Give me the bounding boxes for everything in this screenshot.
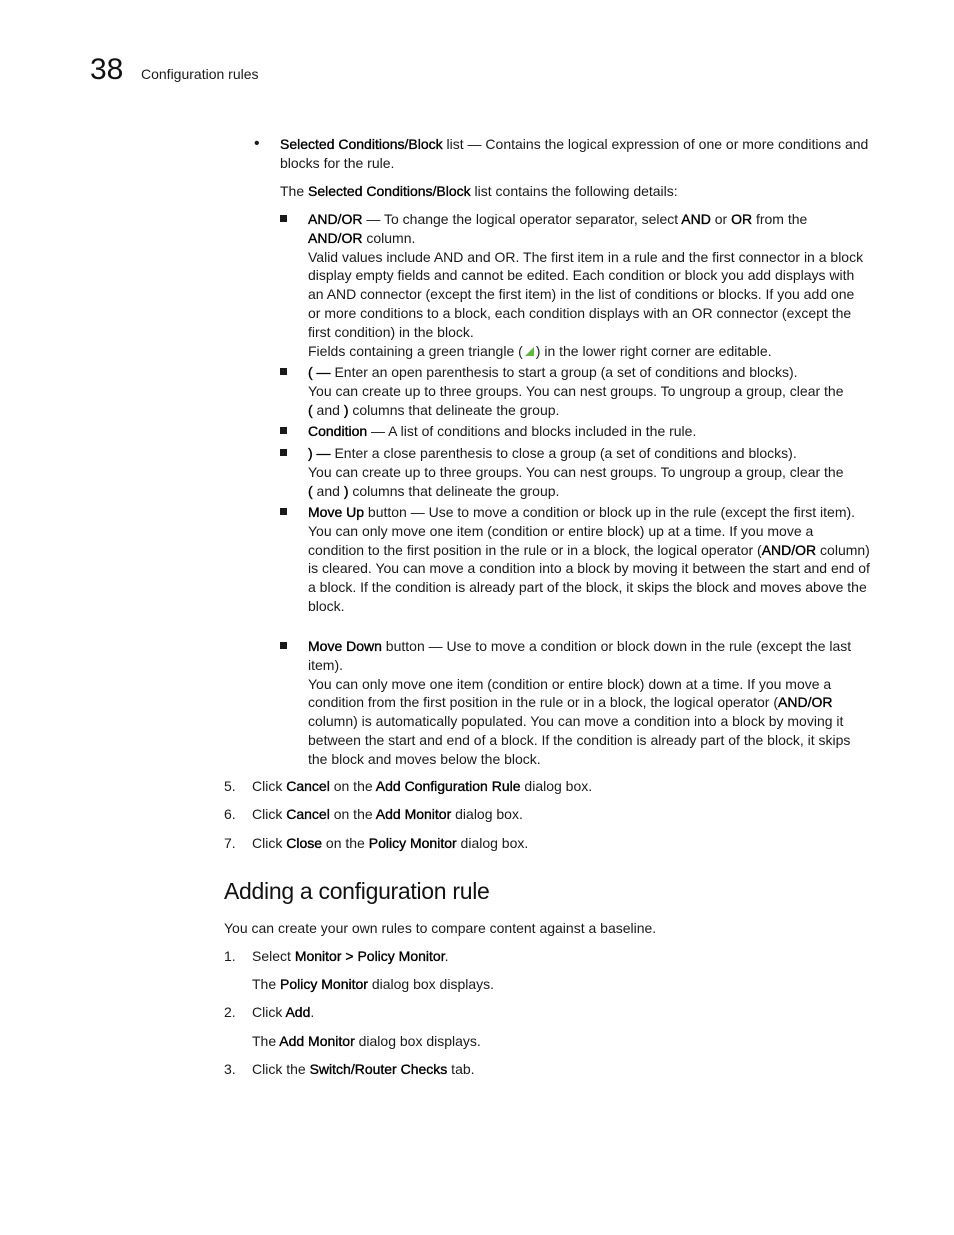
moveup-body-a: You can only move one item (condition or entire block) up at a time. If you move a condition to the first position in the rule or in a block, the logical operator ( [308,522,814,558]
green-triangle-icon [525,347,534,356]
condition-term: Condition [308,423,368,439]
movedown-body-a: You can only move one item (condition or entire block) down at a time. If you move a condition from the first position in the rule or in a block, the logical operator ( [308,675,832,711]
step-post: . [444,948,449,964]
open-desc: Enter an open parenthesis to start a group (a set of conditions and blocks). [330,364,798,380]
andor-col-rest: column. [362,229,416,246]
moveup-term: Move Up [308,504,365,520]
bullet-desc: list — Contains the logical expression of one or more conditions and blocks for the rule. [280,136,869,171]
step-term: Monitor > Policy Monitor [294,948,445,964]
step-number: 1. [224,948,236,964]
step-pre: Click [252,806,287,822]
result-pre: The [252,976,281,992]
step-number: 5. [224,778,236,794]
step-term1: Cancel [286,806,330,822]
moveup-body-term: AND/OR [761,541,817,558]
open-paren-item [308,363,870,419]
bullet-term: Selected Conditions/Block [280,136,443,152]
close-desc: Enter a close parenthesis to close a group (a set of conditions and blocks). [330,445,797,461]
movedown-desc: button — Use to move a condition or block down in the rule (except the last item). [308,638,852,673]
step-term1: Cancel [286,778,330,794]
step-post: dialog box. [456,835,529,851]
square-bullet-icon [280,368,287,375]
andor-or: OR [731,211,753,227]
andor-line1a: — To change the logical operator separator, select [362,211,682,227]
chapter-title: Configuration rules [141,66,259,82]
step-term: Add [285,1004,311,1020]
intro-post: list contains the following details: [470,183,678,199]
step-post: dialog box. [451,806,523,822]
open-col-open: ( [308,401,313,418]
close-col-rest: columns that delineate the group. [348,482,560,499]
andor-col-term: AND/OR [308,229,363,246]
fields-pre: Fields containing a green triangle ( [308,342,523,359]
movedown-body-term: AND/OR [778,694,833,711]
square-bullet-icon [280,449,287,456]
close-col-and: and [312,482,344,499]
step-term2: Policy Monitor [368,835,457,851]
step-term: Switch/Router Checks [309,1061,448,1077]
condition-item [308,422,870,441]
result-term: Add Monitor [279,1033,355,1049]
close-body: You can create up to three groups. You can nest groups. To ungroup a group, clear the [308,463,844,480]
close-term: ) — [308,445,331,461]
step-term1: Close [286,835,323,851]
open-col-close: ) [343,401,349,418]
square-bullet-icon [280,215,287,222]
step-number: 7. [224,835,236,851]
step-post: . [310,1004,315,1020]
step-pre: Click [252,835,287,851]
condition-desc: — A list of conditions and blocks included in the rule. [367,423,697,439]
intro-pre: The [280,183,309,199]
square-bullet-icon [280,427,287,434]
movedown-body-b: column) is automatically populated. You can move a condition into a block by moving it between the start and end of a block. If the condition is already part of the block, it skips the block and moves below the block. [308,713,851,767]
fields-post: ) in the lower right corner are editable. [535,342,772,359]
andor-item [308,210,870,360]
step-mid: on the [322,835,369,851]
step-mid: on the [329,778,376,794]
andor-line1b: from the [752,211,808,227]
close-col-open: ( [308,482,313,499]
step-pre: Click the [252,1061,310,1077]
intro-term: Selected Conditions/Block [308,183,471,199]
step-post: tab. [447,1061,475,1077]
movedown-term: Move Down [308,638,382,654]
close-col-close: ) [343,482,349,499]
result-post: dialog box displays. [354,1033,481,1049]
open-body: You can create up to three groups. You can nest groups. To ungroup a group, clear the [308,382,844,399]
moveup-body-b: column) is cleared. You can move a condition into a block by moving it between the start and end of a block. If the condition is already part of the block, it skips the block and moves above the block. [308,541,870,614]
andor-or-word: or [710,211,732,227]
result-term: Policy Monitor [280,976,368,992]
open-col-and: and [312,401,344,418]
section-intro-text: You can create your own rules to compare content against a baseline. [224,920,657,936]
section-heading: Adding a configuration rule [224,878,490,904]
bullet-dot-icon: • [254,135,260,152]
result-pre: The [252,1033,280,1049]
andor-body: Valid values include AND and OR. The first item in a rule and the first connector in a block display empty fields and cannot be edited. Each condition or block you add displays with an AND connector (except the first item) in the list of conditions or blocks. If you add one or more conditions to a block, each condition displays with an OR connector (except the first condition) in the block. [308,248,864,340]
andor-and: AND [681,211,711,227]
square-bullet-icon [280,508,287,515]
close-paren-item [308,444,870,500]
step-pre: Click [252,1004,286,1020]
move-up-item [308,503,870,616]
bullet-intro [280,182,870,201]
step-term2: Add Configuration Rule [375,778,521,794]
moveup-desc: button — Use to move a condition or block up in the rule (except the first item). [364,504,856,520]
step-pre: Click [252,778,287,794]
step-number: 2. [224,1004,236,1020]
andor-term: AND/OR [308,211,363,227]
open-col-rest: columns that delineate the group. [348,401,560,418]
step-post: dialog box. [520,778,593,794]
step-pre: Select [252,948,295,964]
square-bullet-icon [280,642,287,649]
section-intro [224,919,870,938]
result-post: dialog box displays. [367,976,495,992]
move-down-item [308,637,870,769]
chapter-number: 38 [90,53,124,86]
step-term2: Add Monitor [375,806,452,822]
step-mid: on the [329,806,376,822]
step-number: 3. [224,1061,236,1077]
step-number: 6. [224,806,236,822]
open-term: ( — [308,364,331,380]
selected-conditions-bullet [254,135,870,173]
